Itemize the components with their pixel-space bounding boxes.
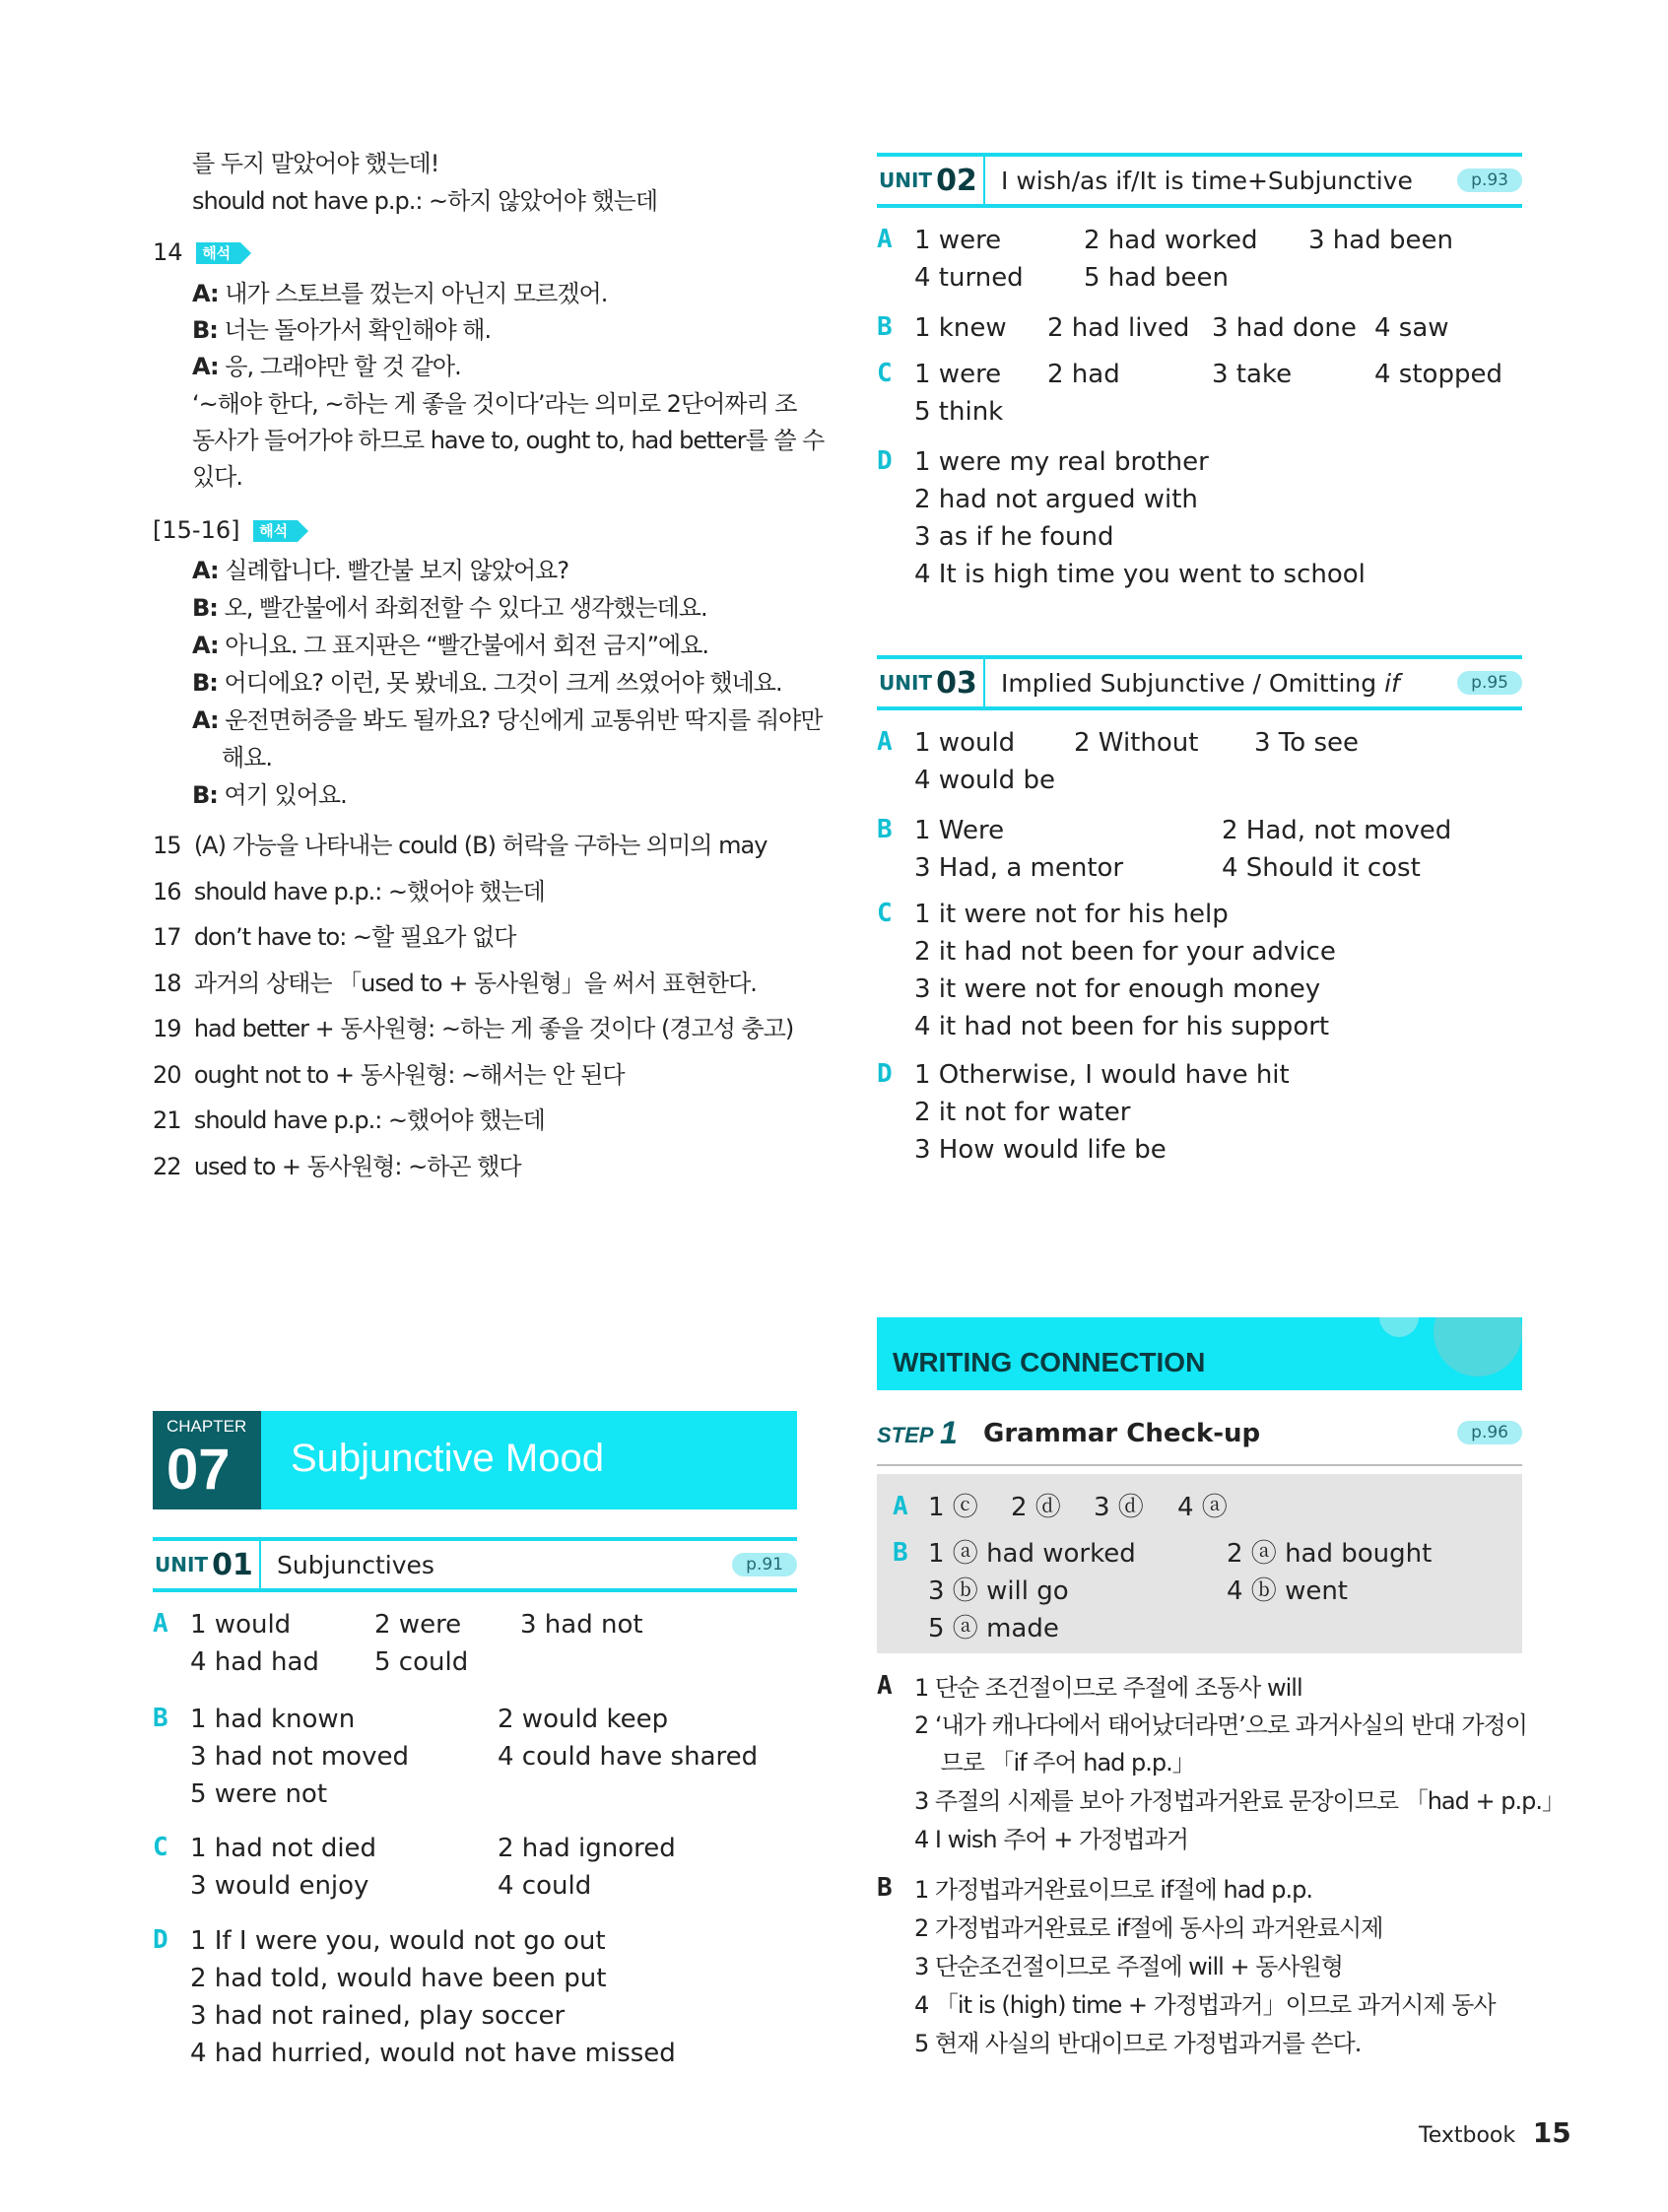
- answer: 1 Otherwise, I would have hit: [914, 1060, 1290, 1090]
- answer: 1 were: [914, 360, 1002, 389]
- section-d-label: D: [877, 446, 893, 476]
- answer: 2 had: [1047, 360, 1120, 389]
- unit-number: 03: [936, 665, 977, 701]
- unit-02-header: [877, 153, 1522, 208]
- item-16: 16 should have p.p.: ~했어야 했는데: [153, 878, 545, 905]
- answer: 4 saw: [1374, 313, 1449, 343]
- answer: 1 would: [914, 728, 1016, 758]
- translation-badge: 해석: [253, 520, 298, 542]
- explanation-line: 있다.: [192, 463, 242, 491]
- answer: 4 could: [498, 1871, 592, 1901]
- decorative-circle: [1379, 1317, 1419, 1337]
- answer: 3 take: [1212, 360, 1293, 389]
- answer: 1 had known: [190, 1705, 356, 1734]
- section-b-label: B: [893, 1538, 908, 1568]
- step1-header: [877, 1415, 1522, 1454]
- item-18: 18 과거의 상태는 「used to + 동사원형」을 써서 표현한다.: [153, 970, 757, 997]
- answer: 3 had been: [1308, 226, 1453, 255]
- answer: 4 could have shared: [498, 1742, 759, 1772]
- answer: 4 turned: [914, 263, 1024, 293]
- section-b-label: B: [877, 1873, 893, 1903]
- text-line: 를 두지 말았어야 했는데!: [192, 150, 439, 177]
- answer: 1 were: [914, 226, 1002, 255]
- answer: 2 ⓓ: [1011, 1493, 1061, 1522]
- question-number: 14: [153, 238, 183, 266]
- dialog-line: 해요.: [222, 744, 272, 771]
- answer: 4 would be: [914, 766, 1055, 795]
- step-label: STEP: [877, 1423, 934, 1447]
- answer: 4 had hurried, would not have missed: [190, 2039, 676, 2068]
- answer: 4 stopped: [1374, 360, 1502, 389]
- divider: [877, 1464, 1522, 1466]
- answer: 2 had told, would have been put: [190, 1964, 607, 1993]
- item-20: 20 ought not to + 동사원형: ~해서는 안 된다: [153, 1061, 625, 1089]
- answer: 2 would keep: [498, 1705, 669, 1734]
- answer: 3 would enjoy: [190, 1871, 369, 1901]
- answer: 2 ⓐ had bought: [1227, 1539, 1433, 1569]
- text-line: should not have p.p.: ~하지 않았어야 했는데: [192, 187, 658, 215]
- chapter-number: 07: [167, 1438, 231, 1502]
- question-number: [15-16]: [153, 516, 240, 544]
- answer: 1 would: [190, 1610, 292, 1640]
- explanation-line: 동사가 들어가야 하므로 have to, ought to, had better를 쓸 수: [192, 427, 825, 454]
- chapter-label: CHAPTER: [167, 1417, 247, 1436]
- unit-label: UNIT: [879, 168, 933, 192]
- answer: 3 How would life be: [914, 1135, 1167, 1165]
- section-a-label: A: [893, 1492, 908, 1521]
- item-15: 15 (A) 가능을 나타내는 could (B) 허락을 구하는 의미의 may: [153, 832, 767, 859]
- section-d-label: D: [153, 1925, 168, 1955]
- dialog-line: B: 어디에요? 이런, 못 봤네요. 그것이 크게 쓰였어야 했네요.: [192, 669, 782, 697]
- answer: 2 it had not been for your advice: [914, 937, 1336, 967]
- page-ref: p.95: [1457, 671, 1522, 695]
- question-14: [153, 236, 240, 268]
- explanation-line: 3 주절의 시제를 보아 가정법과거완료 문장이므로 「had + p.p.」: [914, 1787, 1565, 1815]
- explanation-line: 1 단순 조건절이므로 주절에 조동사 will: [914, 1674, 1302, 1702]
- answer: 5 had been: [1084, 263, 1229, 293]
- chapter-title: Subjunctive Mood: [291, 1437, 604, 1480]
- page-number: 15: [1532, 2116, 1571, 2149]
- answer: 4 it had not been for his support: [914, 1012, 1330, 1041]
- section-c-label: C: [877, 899, 893, 928]
- section-b-label: B: [877, 312, 893, 342]
- section-b-label: B: [877, 815, 893, 844]
- answer: 2 were: [374, 1610, 462, 1640]
- divider: [983, 659, 985, 706]
- item-22: 22 used to + 동사원형: ~하곤 했다: [153, 1153, 521, 1180]
- answer: 3 ⓓ: [1094, 1493, 1144, 1522]
- answer: 1 it were not for his help: [914, 900, 1229, 929]
- section-a-label: A: [153, 1609, 168, 1639]
- section-c-label: C: [153, 1833, 168, 1862]
- item-21: 21 should have p.p.: ~했어야 했는데: [153, 1106, 545, 1134]
- unit-label: UNIT: [155, 1553, 209, 1576]
- dialog-line: A: 내가 스토브를 껐는지 아닌지 모르겠어.: [192, 280, 608, 307]
- explanation-line: 4 「it is (high) time + 가정법과거」이므로 과거시제 동사: [914, 1991, 1496, 2019]
- answer: 4 Should it cost: [1222, 853, 1421, 883]
- page-footer: [1419, 2116, 1571, 2149]
- chapter-title-block: [261, 1411, 797, 1509]
- explanation-line: 2 가정법과거완료로 if절에 동사의 과거완료시제: [914, 1914, 1383, 1942]
- answer: 2 it not for water: [914, 1098, 1131, 1127]
- unit-number: 01: [212, 1547, 253, 1582]
- unit-01-header: [153, 1537, 797, 1592]
- answer: 5 could: [374, 1647, 469, 1677]
- answer: 4 ⓑ went: [1227, 1576, 1349, 1606]
- page-ref: p.93: [1457, 168, 1522, 192]
- answer: 4 It is high time you went to school: [914, 560, 1366, 589]
- writing-connection-title: WRITING CONNECTION: [893, 1347, 1206, 1377]
- answer: 3 it were not for enough money: [914, 974, 1321, 1004]
- grammar-checkup-box: [877, 1474, 1522, 1653]
- translation-badge: 해석: [196, 242, 240, 264]
- answer: 3 had done: [1212, 313, 1357, 343]
- answer: 1 ⓒ: [928, 1493, 978, 1522]
- step-number: 1: [940, 1415, 958, 1450]
- dialog-line: B: 여기 있어요.: [192, 781, 347, 809]
- section-a-label: A: [877, 1671, 893, 1701]
- divider: [259, 1541, 261, 1588]
- unit-title: I wish/as if/It is time+Subjunctive: [1001, 166, 1413, 195]
- dialog-line: B: 오, 빨간불에서 좌회전할 수 있다고 생각했는데요.: [192, 594, 707, 622]
- dialog-line: B: 너는 돌아가서 확인해야 해.: [192, 316, 492, 344]
- chapter-number-block: [153, 1411, 261, 1509]
- answer: 3 had not: [520, 1610, 643, 1640]
- answer: 2 had ignored: [498, 1834, 676, 1863]
- section-a-label: A: [877, 225, 893, 254]
- answer: 2 had not argued with: [914, 485, 1198, 514]
- answer: 1 ⓐ had worked: [928, 1539, 1136, 1569]
- answer: 5 think: [914, 397, 1004, 427]
- explanation-line: 2 ‘내가 캐나다에서 태어났더라면’으로 과거사실의 반대 가정이: [914, 1711, 1527, 1739]
- chapter-header: [153, 1411, 797, 1509]
- answer: 4 ⓐ: [1177, 1493, 1228, 1522]
- footer-label: Textbook: [1419, 2123, 1516, 2148]
- writing-connection-banner: [877, 1317, 1522, 1390]
- unit-03-header: [877, 655, 1522, 710]
- dialog-line: A: 응, 그래야만 할 것 같아.: [192, 353, 461, 380]
- answer: 1 had not died: [190, 1834, 377, 1863]
- question-15-16: [153, 514, 298, 546]
- explanation-line: 므로 「if 주어 had p.p.」: [914, 1749, 1195, 1776]
- answer: 1 knew: [914, 313, 1007, 343]
- answer: 5 ⓐ made: [928, 1614, 1059, 1643]
- dialog-line: A: 아니요. 그 표지판은 “빨간불에서 회전 금지”에요.: [192, 632, 709, 659]
- decorative-circle: [1434, 1317, 1522, 1376]
- answer: 3 ⓑ will go: [928, 1576, 1069, 1606]
- answer: 4 had had: [190, 1647, 319, 1677]
- answer: 1 If I were you, would not go out: [190, 1926, 606, 1956]
- answer: 2 Had, not moved: [1222, 816, 1452, 845]
- explanation-line: 5 현재 사실의 반대이므로 가정법과거를 쓴다.: [914, 2030, 1362, 2057]
- answer: 3 had not moved: [190, 1742, 409, 1772]
- unit-number: 02: [936, 163, 977, 198]
- explanation-line: 4 I wish 주어 + 가정법과거: [914, 1826, 1188, 1853]
- section-d-label: D: [877, 1059, 893, 1089]
- answer: 3 To see: [1254, 728, 1359, 758]
- dialog-line: A: 실례합니다. 빨간불 보지 않았어요?: [192, 557, 569, 584]
- page-ref: p.91: [732, 1553, 797, 1576]
- explanation-line: 3 단순조건절이므로 주절에 will + 동사원형: [914, 1953, 1343, 1980]
- answer: 2 had worked: [1084, 226, 1258, 255]
- item-17: 17 don’t have to: ~할 필요가 없다: [153, 923, 516, 951]
- section-b-label: B: [153, 1704, 168, 1733]
- explanation-line: 1 가정법과거완료이므로 if절에 had p.p.: [914, 1876, 1312, 1904]
- answer: 2 had lived: [1047, 313, 1190, 343]
- step-title: Grammar Check-up: [983, 1419, 1261, 1448]
- unit-title: Implied Subjunctive / Omitting if: [1001, 668, 1400, 698]
- section-a-label: A: [877, 727, 893, 757]
- dialog-line: A: 운전면허증을 봐도 될까요? 당신에게 교통위반 딱지를 줘야만: [192, 706, 823, 734]
- answer: 5 were not: [190, 1779, 328, 1809]
- unit-label: UNIT: [879, 671, 933, 695]
- answer: 3 Had, a mentor: [914, 853, 1124, 883]
- answer: 3 had not rained, play soccer: [190, 2001, 566, 2031]
- section-c-label: C: [877, 359, 893, 388]
- answer: 3 as if he found: [914, 522, 1114, 552]
- answer: 1 Were: [914, 816, 1005, 845]
- explanation-line: ‘~해야 한다, ~하는 게 좋을 것이다’라는 의미로 2단어짜리 조: [192, 390, 797, 418]
- item-19: 19 had better + 동사원형: ~하는 게 좋을 것이다 (경고성 충고): [153, 1015, 794, 1042]
- page-ref: p.96: [1457, 1421, 1522, 1444]
- unit-title: Subjunctives: [277, 1550, 434, 1579]
- answer: 2 Without: [1074, 728, 1199, 758]
- answer: 1 were my real brother: [914, 447, 1209, 477]
- divider: [983, 157, 985, 204]
